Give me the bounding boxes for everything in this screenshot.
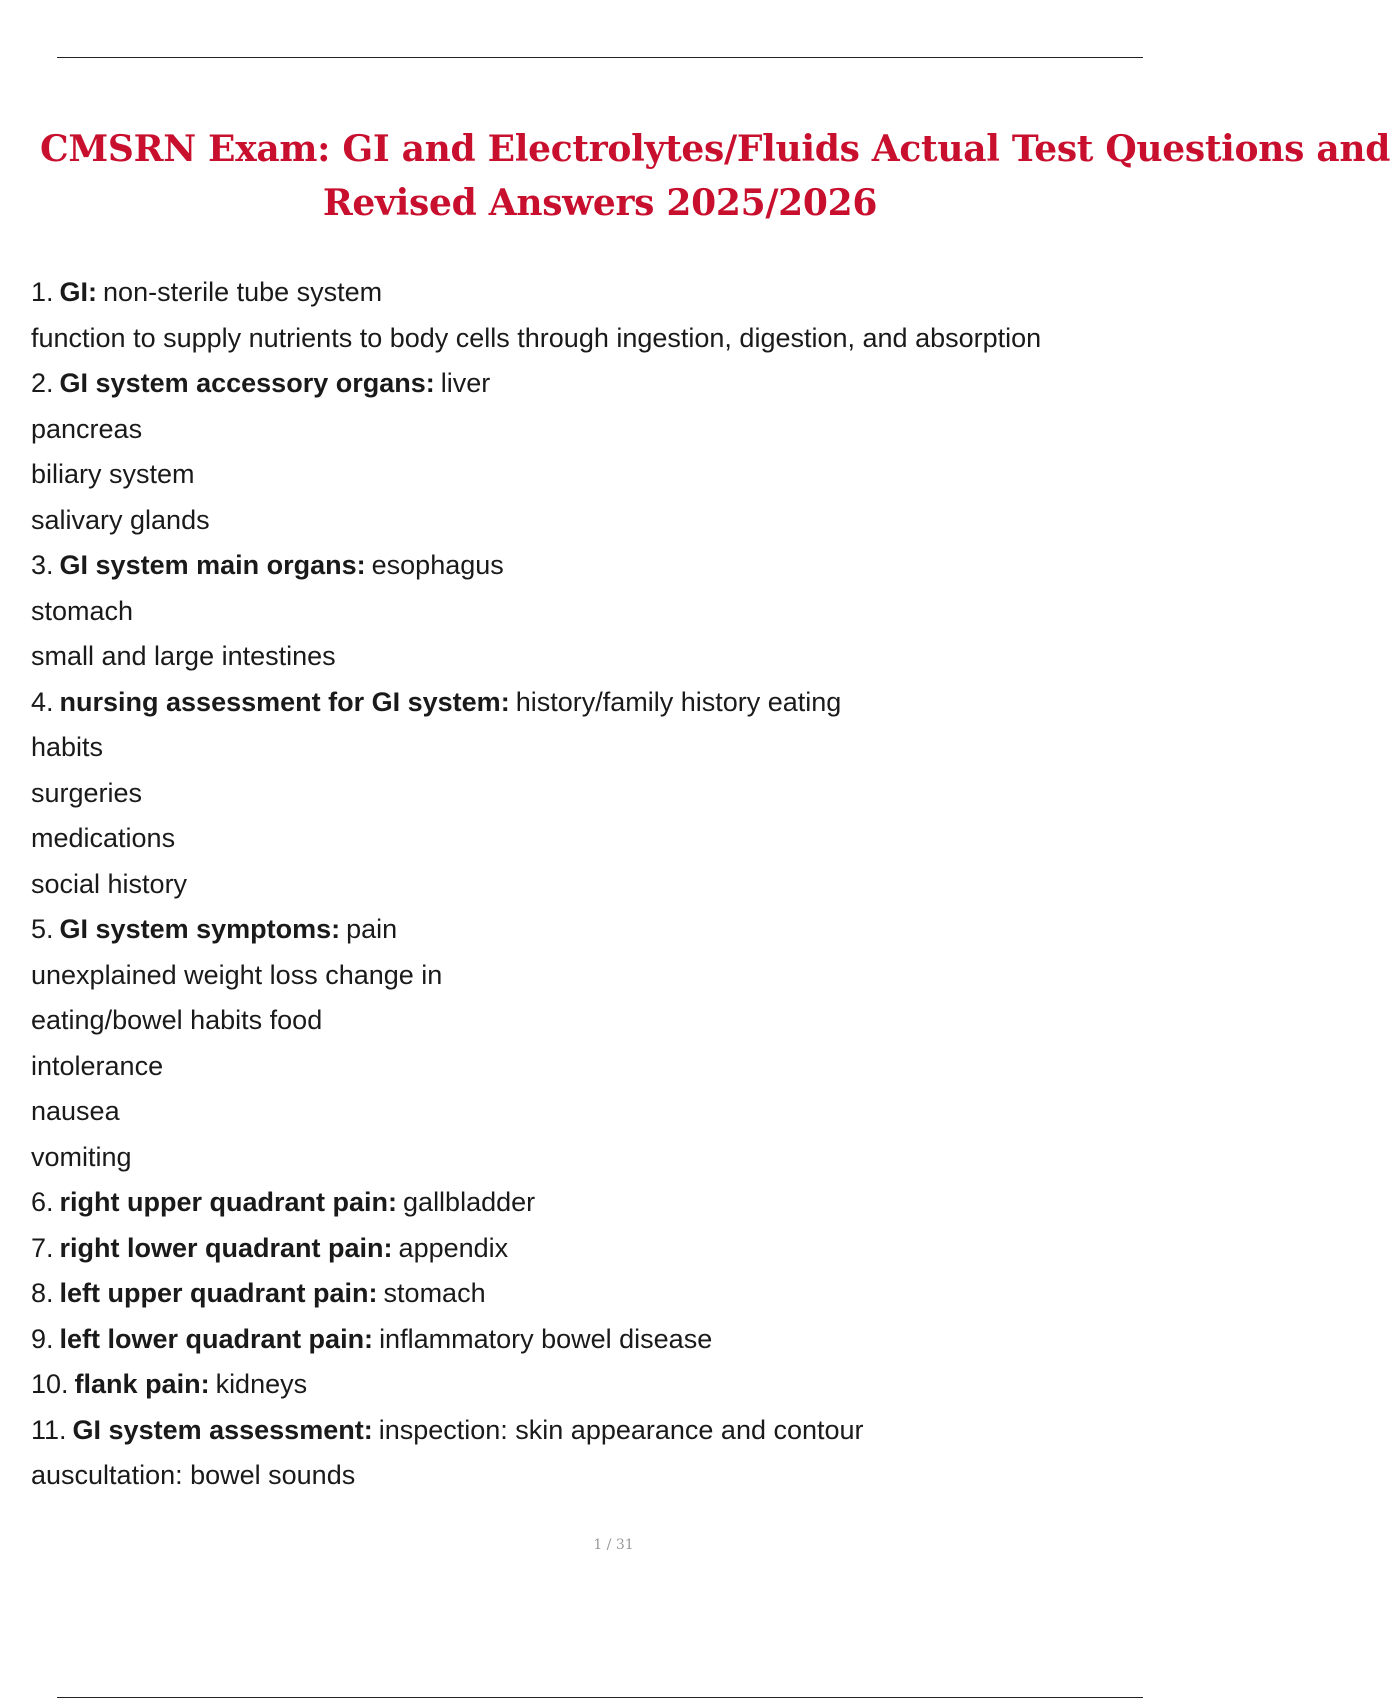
- qa-answer-line: [31, 862, 1171, 908]
- item-number: 4.: [31, 686, 54, 717]
- item-term: nursing assessment for GI system:: [59, 686, 510, 717]
- item-answer: appendix: [398, 1232, 509, 1263]
- page-number: 1 / 31: [593, 1537, 634, 1553]
- item-answer: unexplained weight loss change in: [31, 959, 443, 990]
- qa-answer-line: [31, 1453, 1171, 1499]
- item-answer: biliary system: [31, 459, 195, 489]
- qa-answer-line: [31, 1089, 1171, 1135]
- item-term: GI system main organs:: [59, 550, 366, 580]
- item-number: 10.: [31, 1369, 69, 1399]
- item-term: GI system symptoms:: [59, 914, 341, 944]
- qa-item: [31, 1408, 1171, 1454]
- item-term: GI:: [59, 277, 98, 307]
- item-number: 2.: [31, 368, 54, 398]
- item-answer: surgeries: [31, 777, 143, 808]
- item-answer: stomach: [383, 1278, 486, 1308]
- item-answer: habits: [31, 732, 104, 762]
- item-answer: social history: [31, 868, 188, 899]
- qa-answer-line: [31, 634, 1171, 680]
- item-answer: pain: [346, 914, 398, 944]
- qa-item: [31, 1226, 1171, 1272]
- qa-answer-line: [31, 407, 1171, 453]
- item-number: 9.: [31, 1323, 54, 1354]
- item-term: left upper quadrant pain:: [59, 1278, 378, 1308]
- qa-answer-line: [31, 953, 1171, 999]
- qa-item: [31, 270, 1171, 316]
- item-number: 7.: [31, 1232, 54, 1263]
- qa-item: [31, 680, 1171, 726]
- item-answer: inspection: skin appearance and contour: [378, 1414, 864, 1445]
- item-answer: stomach: [31, 595, 134, 626]
- item-answer: history/family history eating: [515, 686, 842, 717]
- title-line-1: CMSRN Exam: GI and Electrolytes/Fluids Actual Test Questions and: [40, 128, 1390, 170]
- qa-answer-line: [31, 498, 1171, 544]
- qa-item: [31, 907, 1171, 953]
- item-number: 11.: [31, 1414, 67, 1445]
- item-number: 3.: [31, 550, 54, 580]
- item-answer: salivary glands: [31, 504, 210, 535]
- qa-answer-line: [31, 771, 1171, 817]
- item-term: flank pain:: [74, 1369, 210, 1399]
- item-answer: intolerance: [31, 1050, 164, 1081]
- item-answer: pancreas: [31, 413, 143, 444]
- qa-answer-line: [31, 589, 1171, 635]
- item-answer: non-sterile tube system: [103, 277, 383, 307]
- item-term: GI system accessory organs:: [59, 368, 435, 398]
- item-answer: gallbladder: [403, 1187, 536, 1217]
- qa-answer-line: [31, 998, 1171, 1044]
- qa-item: [31, 361, 1171, 407]
- item-answer: small and large intestines: [31, 641, 336, 671]
- bottom-rule: [57, 1697, 1143, 1698]
- item-answer: nausea: [31, 1096, 120, 1126]
- qa-answer-line: [31, 1135, 1171, 1181]
- qa-answer-line: [31, 725, 1171, 771]
- qa-answer-line: [31, 816, 1171, 862]
- item-number: 6.: [31, 1187, 54, 1217]
- item-answer: auscultation: bowel sounds: [31, 1460, 356, 1490]
- item-answer: vomiting: [31, 1141, 132, 1172]
- item-answer: eating/bowel habits food: [31, 1005, 323, 1035]
- qa-list: [31, 270, 1171, 1499]
- item-term: GI system assessment:: [72, 1414, 373, 1445]
- qa-item: [31, 1317, 1171, 1363]
- qa-item: [31, 1362, 1171, 1408]
- top-rule: [57, 57, 1143, 58]
- item-answer: inflammatory bowel disease: [379, 1323, 713, 1354]
- item-number: 8.: [31, 1278, 54, 1308]
- item-term: left lower quadrant pain:: [59, 1323, 374, 1354]
- item-answer: kidneys: [215, 1369, 308, 1399]
- qa-item: [31, 543, 1171, 589]
- item-answer: esophagus: [371, 550, 504, 580]
- qa-answer-line: [31, 316, 1171, 362]
- item-term: right lower quadrant pain:: [59, 1232, 393, 1263]
- item-answer: function to supply nutrients to body cells through ingestion, digestion, and absorption: [31, 322, 1042, 353]
- qa-item: [31, 1271, 1171, 1317]
- item-answer: liver: [440, 368, 491, 398]
- item-number: 5.: [31, 914, 54, 944]
- page-title: [0, 122, 1390, 230]
- item-number: 1.: [31, 277, 54, 307]
- item-term: right upper quadrant pain:: [59, 1187, 398, 1217]
- qa-answer-line: [31, 1044, 1171, 1090]
- item-answer: medications: [31, 823, 176, 853]
- qa-item: [31, 1180, 1171, 1226]
- qa-answer-line: [31, 452, 1171, 498]
- title-line-2: Revised Answers 2025/2026: [322, 182, 878, 224]
